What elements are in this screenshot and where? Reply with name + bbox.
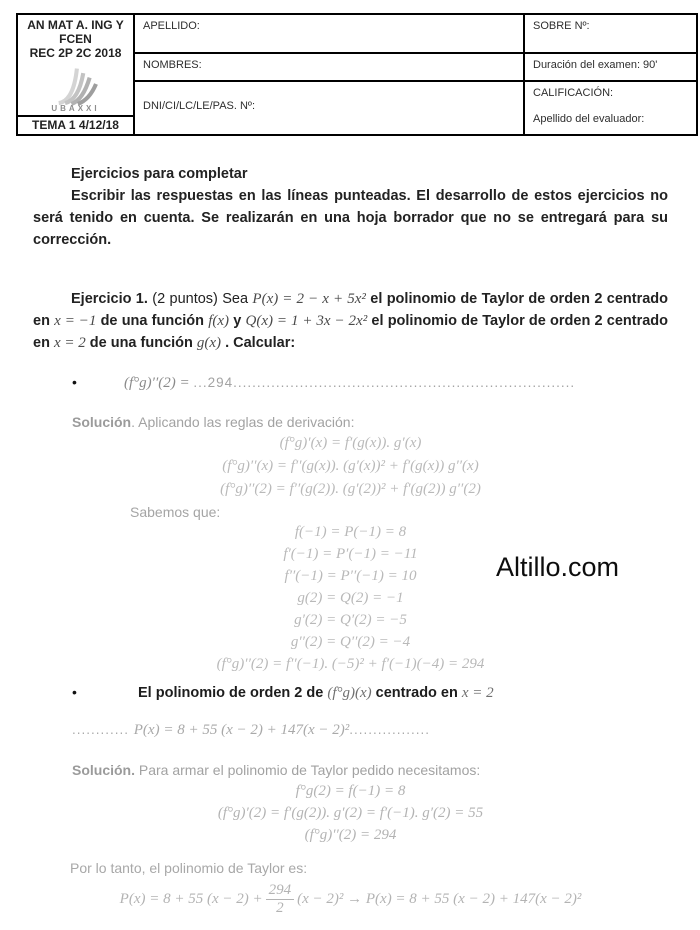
altillo-watermark: Altillo.com xyxy=(496,552,620,582)
conclusion-text: Por lo tanto, el polinomio de Taylor es: xyxy=(70,860,308,876)
derivation-equations xyxy=(33,432,668,501)
duracion-label: Duración del examen: 90' xyxy=(533,59,658,71)
instructions-title: Ejercicios para completar xyxy=(71,166,248,182)
final-taylor-polynomial: P(x) = 8 + 55 (x − 2) + $\frac{294}{2}$ (x − 2)² → P(x) = 8 + 55 (x − 2) + 147(x − 2)² xyxy=(119,881,582,916)
equation-line: g′′(2) = Q′′(2) = −4 xyxy=(290,634,411,650)
bullet-icon: • xyxy=(72,374,77,390)
question2-answer-value: P(x) = 8 + 55 (x − 2) + 147(x − 2)² xyxy=(133,722,350,738)
equation-line: f′(−1) = P′(−1) = −11 xyxy=(283,546,418,562)
equation-line: (f°g)′(2) = f′(g(2)). g′(2) = f′(−1). g′(2) = 55 xyxy=(217,805,484,821)
equation-line: f(−1) = P(−1) = 8 xyxy=(294,524,407,540)
sobre-field xyxy=(525,15,696,54)
equation-line: g(2) = Q(2) = −1 xyxy=(297,590,404,606)
sobre-label: SOBRE Nº: xyxy=(533,20,590,32)
exercise1-statement: Ejercicio 1. (2 puntos) Sea P(x) = 2 − x + 5x² el polinomio de Taylor de orden 2 centrado en x = −1 de una función f(x) y Q(x) = 1 + 3x − 2x² el polinomio de Taylor de orden 2 centrado en x = 2 de una función g(x) . Calcular: xyxy=(33,291,669,351)
course-title xyxy=(27,18,123,46)
equation-line: f°g(2) = f(−1) = 8 xyxy=(295,783,406,799)
bullet-icon: • xyxy=(72,684,77,700)
equation-line: (f°g)′(x) = f′(g(x)). g′(x) xyxy=(279,435,422,451)
equation-line: (f°g)′′(2) = f′′(g(2)). (g′(2))² + f′(g(2)) g′′(2) xyxy=(220,481,481,497)
course-line1: AN MAT A. ING Y xyxy=(27,18,124,32)
question1-answer-value: ...294........................................................................ xyxy=(193,375,576,390)
instructions-text: Escribir las respuestas en las líneas punteadas. El desarrollo de estos ejercicios no será tenido en cuenta. Se realizarán en una hoja borrador que no se entregará para su corrección. xyxy=(33,188,668,248)
ubaxxi-logo-label: UBAXXI xyxy=(51,104,100,113)
equation-line: g′(2) = Q′(2) = −5 xyxy=(294,612,407,628)
duracion-field xyxy=(525,54,696,82)
apellido-label: APELLIDO: xyxy=(143,20,200,32)
question1-answer-line xyxy=(33,372,668,392)
course-line2: FCEN xyxy=(59,32,92,46)
solution2-label: Solución. xyxy=(72,762,135,778)
equation-line: f′′(−1) = P′′(−1) = 10 xyxy=(284,568,417,584)
tema-row xyxy=(18,115,133,134)
calificacion-field xyxy=(525,82,696,134)
evaluador-label: Apellido del evaluador: xyxy=(533,113,645,125)
solution1-label: Solución xyxy=(72,414,132,430)
calificacion-label: CALIFICACIÓN: xyxy=(533,87,614,99)
exercise1-title: Ejercicio 1. xyxy=(71,291,148,307)
solution1-intro: Solución. Aplicando las reglas de derivación: xyxy=(72,414,355,430)
exam-code: REC 2P 2C 2018 xyxy=(29,46,122,60)
question2-answer-line: ............ P(x) = 8 + 55 (x − 2) + 147(x − 2)²................. xyxy=(72,722,430,738)
known-values-intro: Sabemos que: xyxy=(130,504,221,520)
dni-field xyxy=(135,82,525,134)
polynomial-q: Q(x) = 1 + 3x − 2x² xyxy=(245,313,368,329)
header-course-cell xyxy=(18,15,135,134)
apellido-field xyxy=(135,15,525,54)
solution2-intro: Solución. Para armar el polinomio de Taylor pedido necesitamos: xyxy=(72,762,481,778)
equation-line: (f°g)′′(x) = f′′(g(x)). (g′(x))² + f′(g(x)) g′′(x) xyxy=(222,458,479,474)
question2-statement: • El polinomio de orden 2 de (f°g)(x) centrado en x = 2 xyxy=(72,684,494,701)
polynomial-p: P(x) = 2 − x + 5x² xyxy=(252,291,366,307)
tema-label: TEMA 1 4/12/18 xyxy=(32,118,119,132)
nombres-label: NOMBRES: xyxy=(143,59,202,71)
exam-header-table xyxy=(16,13,698,136)
question1-formula: (f°g)′′(2) = xyxy=(124,375,194,391)
dni-label: DNI/CI/LC/LE/PAS. Nº: xyxy=(143,100,256,112)
ubaxxi-logo-icon xyxy=(46,61,106,107)
equation-line: (f°g)′′(2) = f′′(−1). (−5)² + f′(−1)(−4) = 294 xyxy=(216,656,485,672)
solution2-equations xyxy=(33,780,668,846)
fraction: $\frac{294}{2}$ xyxy=(266,883,295,916)
nombres-field xyxy=(135,54,525,82)
equation-line: (f°g)′′(2) = 294 xyxy=(304,827,397,843)
known-values-equations xyxy=(33,521,668,675)
exam-body xyxy=(33,136,668,918)
